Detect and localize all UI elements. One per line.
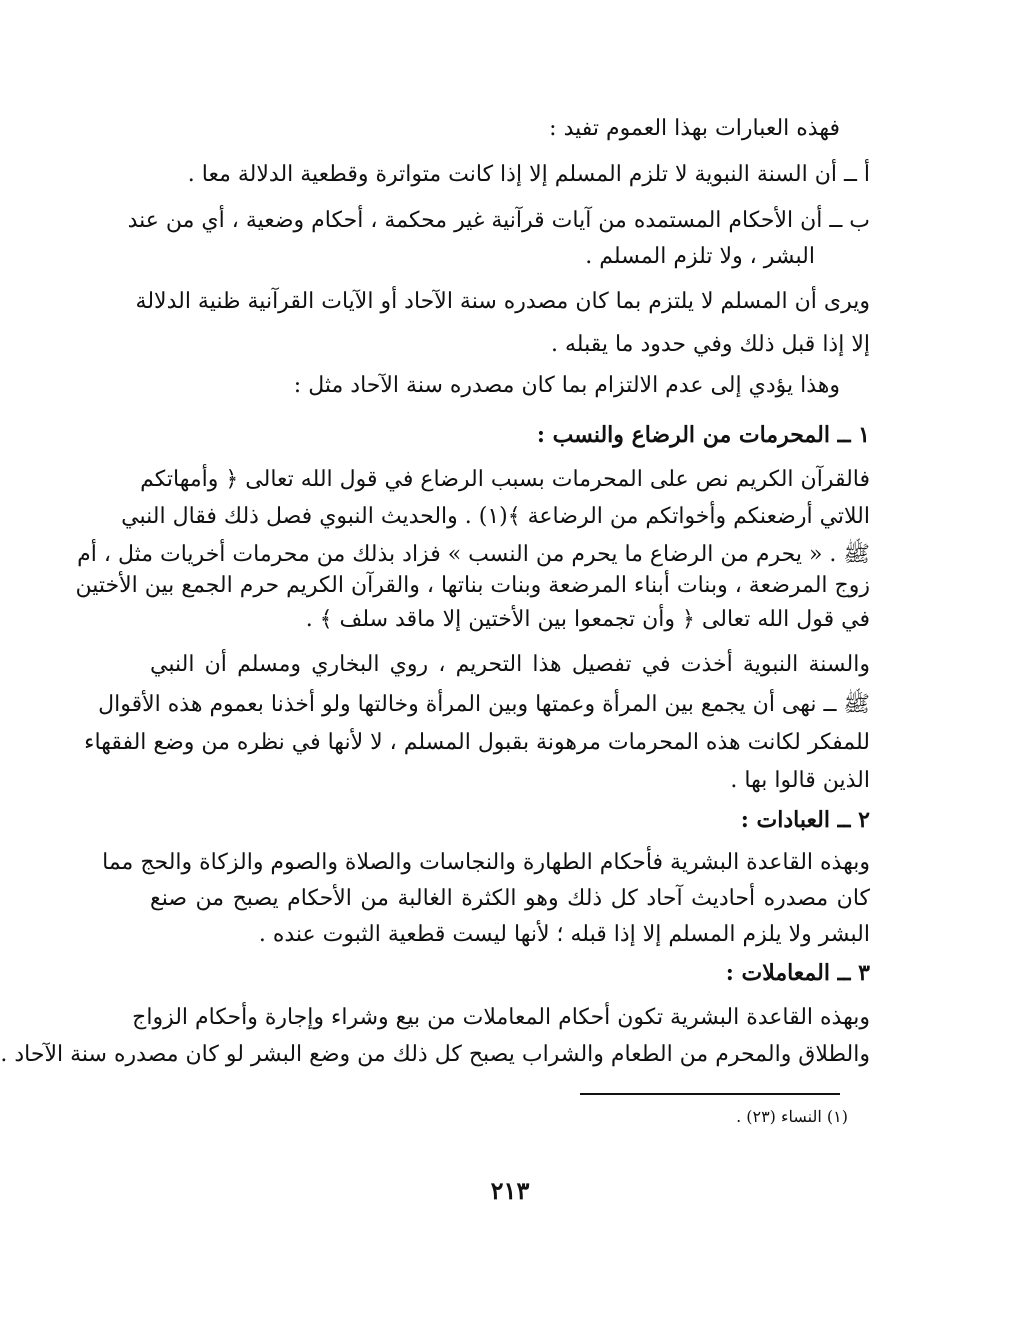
paragraph-line: في قول الله تعالى ﴿ وأن تجمعوا بين الأختين إلا ماقد سلف ﴾ . [305,607,870,632]
paragraph-line: الذين قالوا بها . [730,768,870,793]
footnote-divider [580,1093,840,1095]
paragraph-line: اللاتي أرضعنكم وأخواتكم من الرضاعة ﴾(١) . والحديث النبوي فصل ذلك فقال النبي [121,504,870,529]
point-b-continued: البشر ، ولا تلزم المسلم . [585,244,815,269]
paragraph-line: والطلاق والمحرم من الطعام والشراب يصبح كل ذلك من وضع البشر لو كان مصدره سنة الآحاد . [0,1042,870,1067]
paragraph-line: ﷺ ــ نهى أن يجمع بين المرأة وعمتها وبين المرأة وخالتها ولو أخذنا بعموم هذه الأقوال [98,692,870,717]
intro-line: فهذه العبارات بهذا العموم تفيد : [549,116,840,141]
paragraph-line: والسنة النبوية أخذت في تفصيل هذا التحريم ، روي البخاري ومسلم أن النبي [150,652,870,677]
point-b: ب ــ أن الأحكام المستمده من آيات قرآنية غير محكمة ، أحكام وضعية ، أي من عند [127,208,870,233]
paragraph-line: وهذا يؤدي إلى عدم الالتزام بما كان مصدره سنة الآحاد مثل : [293,373,840,398]
paragraph-line: وبهذه القاعدة البشرية فأحكام الطهارة والنجاسات والصلاة والصوم والزكاة والحج مما [102,850,870,875]
paragraph-line: إلا إذا قبل ذلك وفي حدود ما يقبله . [551,332,870,357]
paragraph-line: كان مصدره أحاديث آحاد كل ذلك وهو الكثرة الغالبة من الأحكام يصبح من صنع [150,886,870,911]
paragraph-line: زوج المرضعة ، وبنات أبناء المرضعة وبنات بناتها ، والقرآن الكريم حرم الجمع بين الأختين [75,573,870,598]
paragraph-line: ويرى أن المسلم لا يلتزم بما كان مصدره سنة الآحاد أو الآيات القرآنية ظنية الدلالة [135,289,870,314]
point-a: أ ــ أن السنة النبوية لا تلزم المسلم إلا إذا كانت متواترة وقطعية الدلالة معا . [187,162,870,187]
page-number: ٢١٣ [490,1176,530,1205]
section-heading-1: ١ ــ المحرمات من الرضاع والنسب : [536,422,870,448]
paragraph-line: للمفكر لكانت هذه المحرمات مرهونة بقبول المسلم ، لا لأنها في نظره من وضع الفقهاء [84,730,870,755]
section-heading-2: ٢ ــ العبادات : [740,807,870,833]
paragraph-line: ﷺ . « يحرم من الرضاع ما يحرم من النسب » فزاد بذلك من محرمات أخريات مثل ، أم [77,542,870,567]
paragraph-line: البشر ولا يلزم المسلم إلا إذا قبله ؛ لأنها ليست قطعية الثبوت عنده . [258,922,870,947]
paragraph-line: فالقرآن الكريم نص على المحرمات بسبب الرضاع في قول الله تعالى ﴿ وأمهاتكم [140,467,870,492]
section-heading-3: ٣ ــ المعاملات : [725,960,870,986]
footnote: (١) النساء (٢٣) . [736,1107,848,1126]
paragraph-line: وبهذه القاعدة البشرية تكون أحكام المعاملات من بيع وشراء وإجارة وأحكام الزواج [132,1005,870,1030]
